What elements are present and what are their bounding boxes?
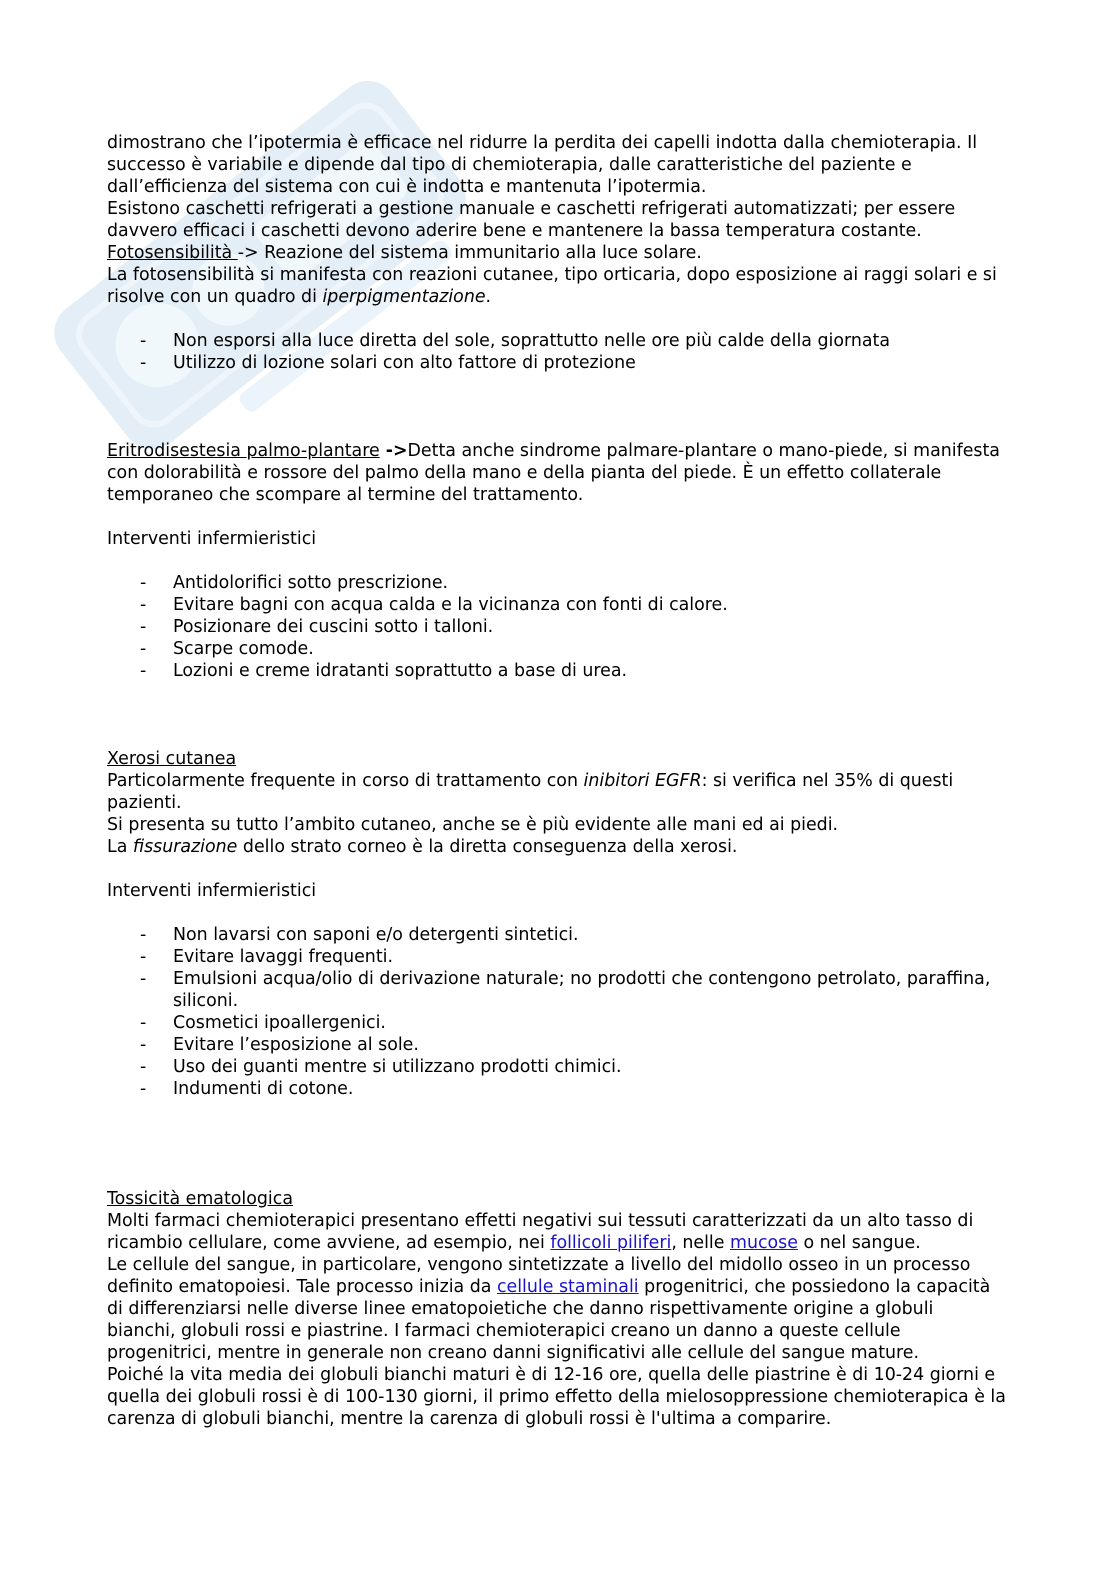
xerosi-text-end: : si verifica nel 35% di questi pazienti. (107, 771, 954, 813)
fotosensibilita-subtitle: -> Reazione del sistema immunitario alla luce solare. (237, 243, 702, 263)
spacer (107, 1166, 1007, 1188)
dash-bullet: - (140, 1079, 147, 1099)
list-item-text: Emulsioni acqua/olio di derivazione naturale; no prodotti che contengono petrolato, paraffina, siliconi. (173, 969, 991, 1011)
dash-bullet: - (140, 595, 147, 615)
spacer (107, 308, 1007, 330)
document-body (107, 132, 1007, 1430)
spacer (107, 1144, 1007, 1166)
list-item (107, 638, 1007, 660)
list-item-text: Cosmetici ipoallergenici. (173, 1013, 386, 1033)
dash-bullet: - (140, 1035, 147, 1055)
xerosi-emphasis: inibitori EGFR (583, 771, 702, 791)
tossicita-paragraph-1 (107, 1210, 1007, 1254)
spacer (107, 550, 1007, 572)
tossicita-text-end: progenitrici, che possiedono la capacità di differenziarsi nelle diverse linee ematopoietiche che danno rispettivamente origine a globuli bianchi, globuli rossi e piastrine. I farmaci chemioterapici creano un danno a queste cellule progenitrici, mentre in generale non creano danni significativi alle cellule del sangue mature. (107, 1277, 991, 1363)
list-item-text: Lozioni e creme idratanti soprattutto a base di urea. (173, 661, 628, 681)
xerosi-paragraph-2: Si presenta su tutto l’ambito cutaneo, anche se è più evidente alle mani ed ai piedi. (107, 815, 839, 835)
dash-bullet: - (140, 1013, 147, 1033)
spacer (107, 858, 1007, 880)
intro-paragraph-1: dimostrano che l’ipotermia è efficace nel ridurre la perdita dei capelli indotta dalla chemioterapia. Il successo è variabile e dipende dal tipo di chemioterapia, dalle caratteristiche del paziente e dall’efficienza del sistema con cui è indotta e mantenuta l’ipotermia. (107, 133, 978, 197)
dash-bullet: - (140, 573, 147, 593)
tossicita-paragraph-2 (107, 1254, 1007, 1364)
eritrodisestesia-paragraph (107, 440, 1007, 506)
dash-bullet: - (140, 1057, 147, 1077)
fotosensibilita-title: Fotosensibilità (107, 243, 238, 263)
list-item (107, 572, 1007, 594)
tossicita-text: , nelle (671, 1233, 730, 1253)
spacer (107, 1100, 1007, 1122)
spacer (107, 902, 1007, 924)
list-item (107, 660, 1007, 682)
spacer (107, 418, 1007, 440)
eritrodisestesia-interventi-heading: Interventi infermieristici (107, 529, 317, 549)
xerosi-paragraph-3 (107, 836, 1007, 858)
list-item (107, 968, 1007, 1012)
list-item-text: Posizionare dei cuscini sotto i talloni. (173, 617, 494, 637)
list-item-text: Indumenti di cotone. (173, 1079, 354, 1099)
xerosi-emphasis: fissurazione (132, 837, 238, 857)
tossicita-text-end: o nel sangue. (797, 1233, 921, 1253)
tossicita-text: Molti farmaci chemioterapici presentano effetti negativi sui tessuti caratterizzati da un alto tasso di ricambio cellulare, come avviene, ad esempio, nei (107, 1211, 974, 1253)
fotosensibilita-emphasis: iperpigmentazione (322, 287, 486, 307)
xerosi-text: La (107, 837, 133, 857)
list-item (107, 1078, 1007, 1100)
eritrodisestesia-text: Detta anche sindrome palmare-plantare o mano-piede, si manifesta con dolorabilità e rossore del palmo della mano e della pianta del piede. È un effetto collaterale temporaneo che scompare al termine del trattamento. (107, 441, 1000, 505)
follicoli-piliferi-link[interactable]: follicoli piliferi (550, 1233, 672, 1253)
list-item-text: Evitare lavaggi frequenti. (173, 947, 394, 967)
list-item (107, 352, 1007, 374)
dash-bullet: - (140, 639, 147, 659)
list-item (107, 1034, 1007, 1056)
xerosi-list (107, 924, 1007, 1100)
list-item (107, 1056, 1007, 1078)
fotosensibilita-list (107, 330, 1007, 374)
list-item (107, 330, 1007, 352)
list-item-text: Non esporsi alla luce diretta del sole, soprattutto nelle ore più calde della giornata (173, 331, 890, 351)
list-item-text: Evitare bagni con acqua calda e la vicinanza con fonti di calore. (173, 595, 728, 615)
xerosi-interventi-heading: Interventi infermieristici (107, 881, 317, 901)
xerosi-paragraph-1 (107, 770, 1007, 814)
fotosensibilita-text-end: . (485, 287, 492, 307)
dash-bullet: - (140, 617, 147, 637)
fotosensibilita-heading-line (107, 242, 1007, 264)
list-item-text: Antidolorifici sotto prescrizione. (173, 573, 449, 593)
dash-bullet: - (140, 947, 147, 967)
list-item (107, 946, 1007, 968)
list-item-text: Utilizzo di lozione solari con alto fattore di protezione (173, 353, 636, 373)
arrow-glyph: -> (379, 441, 408, 461)
list-item (107, 594, 1007, 616)
list-item (107, 1012, 1007, 1034)
cellule-staminali-link[interactable]: cellule staminali (496, 1277, 639, 1297)
dash-bullet: - (140, 925, 147, 945)
tossicita-text: Le cellule del sangue, in particolare, vengono sintetizzate a livello del midollo osseo in un processo definito ematopoiesi. Tale processo inizia da (107, 1255, 971, 1297)
list-item-text: Uso dei guanti mentre si utilizzano prodotti chimici. (173, 1057, 622, 1077)
list-item-text: Evitare l’esposizione al sole. (173, 1035, 419, 1055)
list-item-text: Scarpe comode. (173, 639, 314, 659)
eritrodisestesia-list (107, 572, 1007, 682)
tossicita-paragraph-3: Poiché la vita media dei globuli bianchi maturi è di 12-16 ore, quella delle piastrine è di 10-24 giorni e quella dei globuli rossi è di 100-130 giorni, il primo effetto della mielosoppressione chemioterapica è la carenza di globuli bianchi, mentre la carenza di globuli rossi è l'ultima a comparire. (107, 1365, 1006, 1429)
spacer (107, 1122, 1007, 1144)
xerosi-text-end: dello strato corneo è la diretta conseguenza della xerosi. (237, 837, 738, 857)
spacer (107, 682, 1007, 704)
dash-bullet: - (140, 331, 147, 351)
fotosensibilita-text: La fotosensibilità si manifesta con reazioni cutanee, tipo orticaria, dopo esposizione ai raggi solari e si risolve con un quadro di (107, 265, 997, 307)
spacer (107, 506, 1007, 528)
spacer (107, 726, 1007, 748)
intro-paragraph-2: Esistono caschetti refrigerati a gestione manuale e caschetti refrigerati automatizzati; per essere davvero efficaci i caschetti devono aderire bene e mantenere la bassa temperatura costante. (107, 199, 956, 241)
mucose-link[interactable]: mucose (730, 1233, 798, 1253)
fotosensibilita-paragraph (107, 264, 1007, 308)
list-item-text: Non lavarsi con saponi e/o detergenti sintetici. (173, 925, 579, 945)
dash-bullet: - (140, 969, 147, 989)
spacer (107, 704, 1007, 726)
xerosi-title: Xerosi cutanea (107, 749, 237, 769)
xerosi-text: Particolarmente frequente in corso di trattamento con (107, 771, 584, 791)
dash-bullet: - (140, 661, 147, 681)
list-item (107, 616, 1007, 638)
list-item (107, 924, 1007, 946)
spacer (107, 396, 1007, 418)
spacer (107, 374, 1007, 396)
tossicita-title: Tossicità ematologica (107, 1189, 293, 1209)
dash-bullet: - (140, 353, 147, 373)
eritrodisestesia-title: Eritrodisestesia palmo-plantare (107, 441, 380, 461)
